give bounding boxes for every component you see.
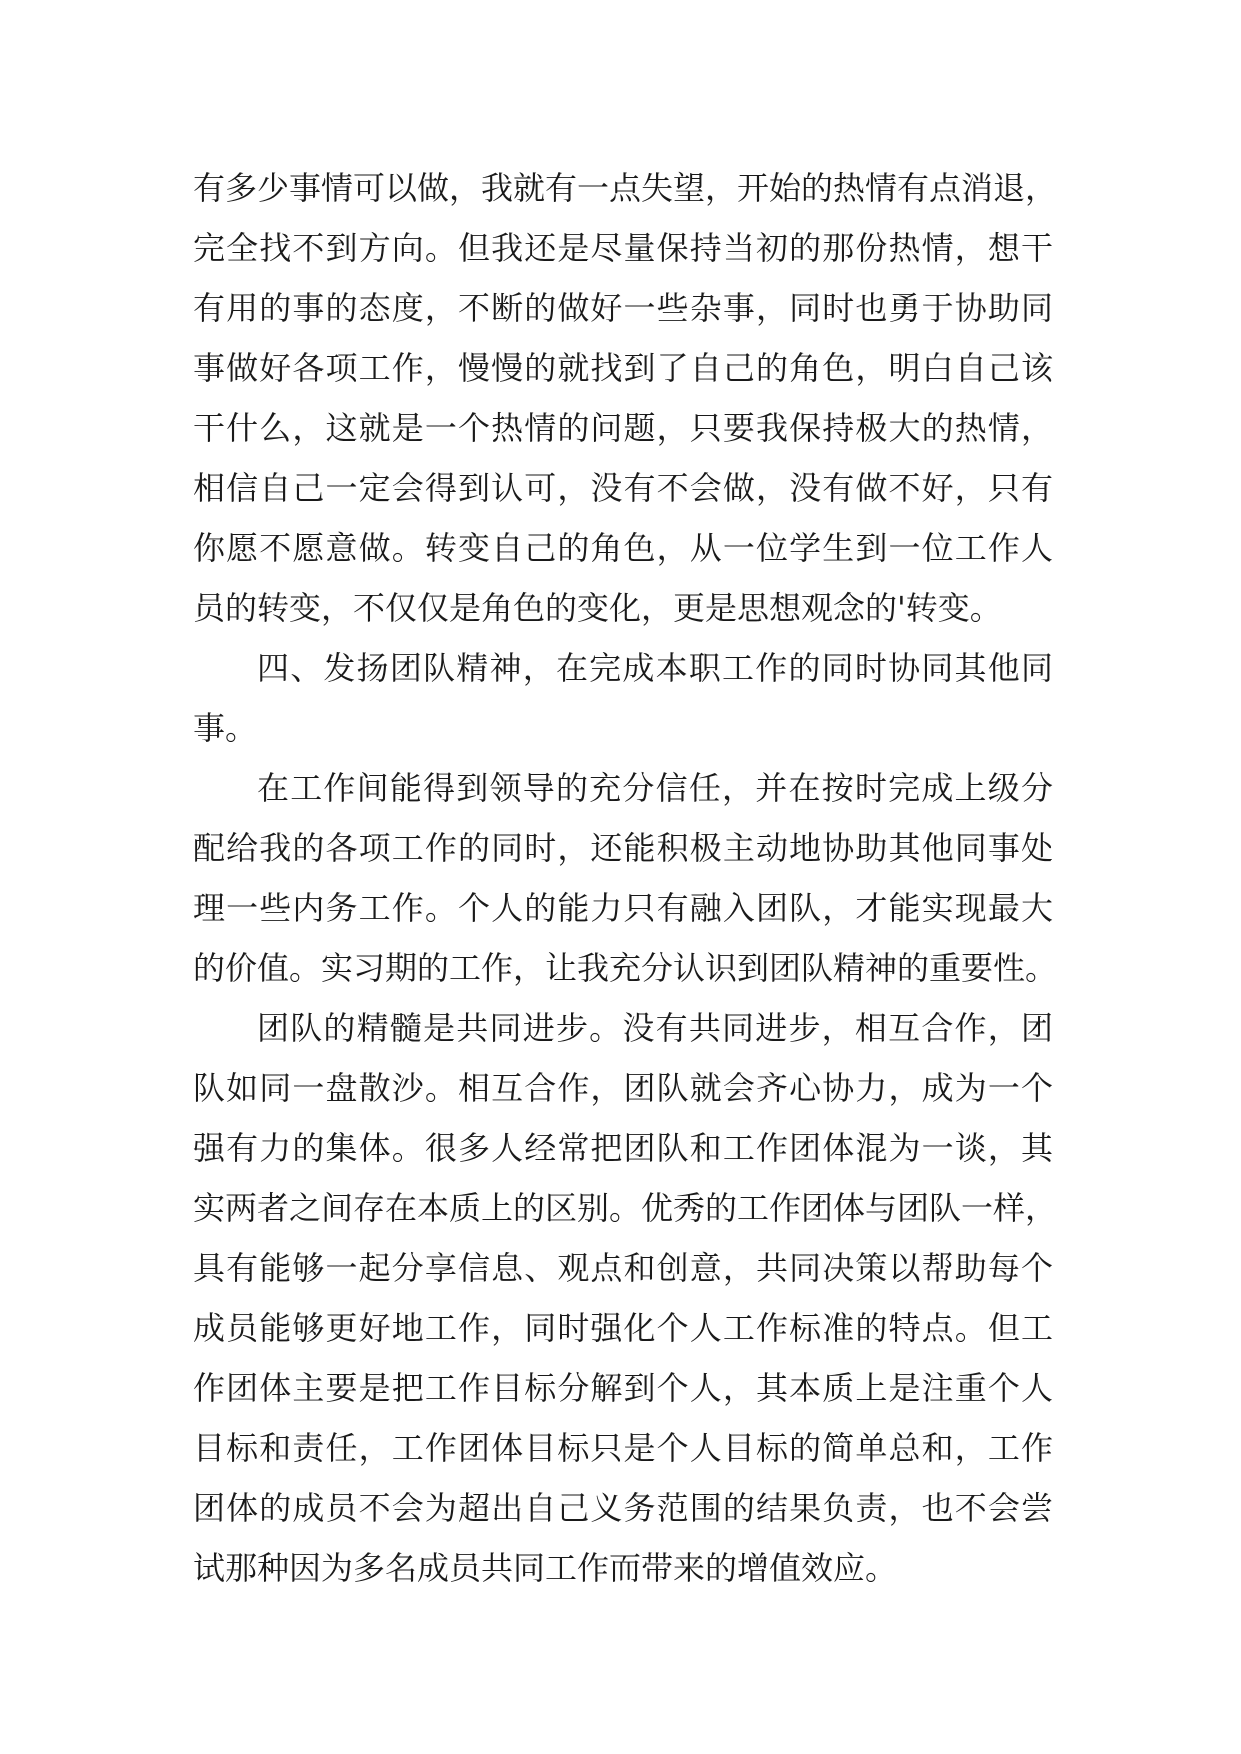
text-line: 理一些内务工作。个人的能力只有融入团队，才能实现最大: [193, 889, 1053, 927]
text-line: 配给我的各项工作的同时，还能积极主动地协助其他同事处: [193, 829, 1053, 867]
text-line: 在工作间能得到领导的充分信任，并在按时完成上级分: [257, 769, 1053, 807]
text-line: 干什么，这就是一个热情的问题，只要我保持极大的热情，: [193, 409, 1053, 447]
text-line: 团队的精髓是共同进步。没有共同进步，相互合作，团: [257, 1009, 1053, 1047]
text-line: 试那种因为多名成员共同工作而带来的增值效应。: [193, 1549, 898, 1587]
section-heading: 四、发扬团队精神，在完成本职工作的同时协同其他同: [257, 649, 1053, 687]
text-line: 有用的事的态度，不断的做好一些杂事，同时也勇于协助同: [193, 289, 1053, 327]
section-heading-continued: 事。: [193, 709, 258, 747]
text-line: 队如同一盘散沙。相互合作，团队就会齐心协力，成为一个: [193, 1069, 1053, 1107]
text-line: 实两者之间存在本质上的区别。优秀的工作团体与团队一样，: [193, 1189, 1058, 1227]
text-line: 强有力的集体。很多人经常把团队和工作团体混为一谈，其: [193, 1129, 1053, 1167]
text-line: 成员能够更好地工作，同时强化个人工作标准的特点。但工: [193, 1309, 1053, 1347]
text-line: 完全找不到方向。但我还是尽量保持当初的那份热情，想干: [193, 229, 1053, 267]
text-line: 目标和责任，工作团体目标只是个人目标的简单总和，工作: [193, 1429, 1053, 1467]
text-line: 员的转变，不仅仅是角色的变化，更是思想观念的'转变。: [193, 589, 1002, 627]
text-line: 具有能够一起分享信息、观点和创意，共同决策以帮助每个: [193, 1249, 1053, 1287]
text-line: 的价值。实习期的工作，让我充分认识到团队精神的重要性。: [193, 949, 1058, 987]
text-line: 有多少事情可以做，我就有一点失望，开始的热情有点消退，: [193, 169, 1058, 207]
text-line: 团体的成员不会为超出自己义务范围的结果负责，也不会尝: [193, 1489, 1053, 1527]
text-line: 事做好各项工作，慢慢的就找到了自己的角色，明白自己该: [193, 349, 1053, 387]
text-line: 相信自己一定会得到认可，没有不会做，没有做不好，只有: [193, 469, 1053, 507]
text-line: 你愿不愿意做。转变自己的角色，从一位学生到一位工作人: [193, 529, 1053, 567]
body-text: [193, 158, 1058, 1598]
text-line: 作团体主要是把工作目标分解到个人，其本质上是注重个人: [193, 1369, 1053, 1407]
